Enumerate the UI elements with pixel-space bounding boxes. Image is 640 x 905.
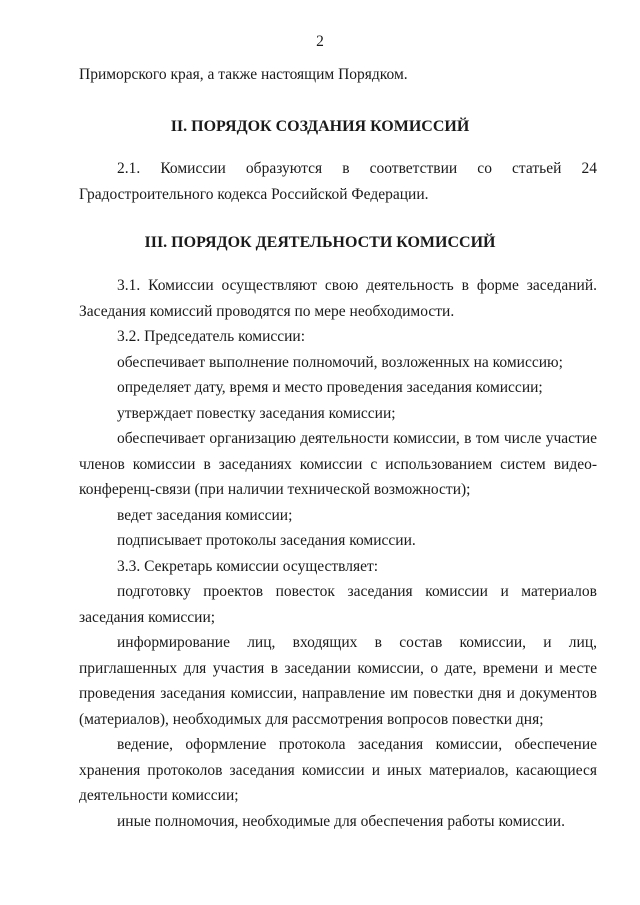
- text-line: ведет заседания комиссии;: [117, 506, 293, 524]
- text-line: 2.1. Комиссии образуются в соответствии со статьей 24: [117, 160, 597, 177]
- paragraph-2-1: [79, 156, 597, 207]
- text-line: информирование лиц, входящих в состав комиссии, и лиц,: [117, 634, 597, 651]
- text-line: проведения заседания комиссии, направление им повестки дня и документов: [79, 685, 597, 702]
- text-line: приглашенных для участия в заседании комиссии, о дате, времени и месте: [79, 659, 597, 677]
- text-line: 3.2. Председатель комиссии:: [117, 328, 306, 345]
- text-line: (материалов), необходимых для рассмотрения вопросов повестки дня;: [79, 710, 544, 728]
- text-line: утверждает повестку заседания комиссии;: [117, 404, 396, 422]
- section-heading-2: II. ПОРЯДОК СОЗДАНИЯ КОМИССИЙ: [170, 118, 470, 135]
- intro-paragraph: [79, 62, 597, 88]
- section-3-body: [79, 273, 597, 834]
- text-line: членов комиссии в заседаниях комиссии с использованием систем видео-: [79, 455, 597, 473]
- text-line: Приморского края, а также настоящим Порядком.: [79, 66, 408, 83]
- text-line: 3.3. Секретарь комиссии осуществляет:: [117, 557, 379, 575]
- text-line: Градостроительного кодекса Российской Федерации.: [79, 185, 429, 203]
- text-line: конференц-связи (при наличии технической возможности);: [79, 481, 471, 498]
- text-line: хранения протоколов заседания комиссии и иных материалов, касающиеся: [79, 761, 597, 779]
- section-heading-3: III. ПОРЯДОК ДЕЯТЕЛЬНОСТИ КОМИССИЙ: [144, 234, 496, 251]
- page-number: 2: [316, 33, 324, 50]
- text-line: Заседания комиссий проводятся по мере необходимости.: [79, 302, 455, 320]
- text-line: деятельности комиссии;: [79, 787, 239, 804]
- text-line: 3.1. Комиссии осуществляют свою деятельность в форме заседаний.: [117, 277, 597, 294]
- text-line: обеспечивает выполнение полномочий, возложенных на комиссию;: [117, 353, 563, 371]
- text-line: подписывает протоколы заседания комиссии.: [117, 532, 416, 549]
- text-line: иные полномочия, необходимые для обеспечения работы комиссии.: [117, 812, 565, 830]
- text-line: определяет дату, время и место проведения заседания комиссии;: [117, 379, 543, 396]
- text-line: обеспечивает организацию деятельности комиссии, в том числе участие: [117, 430, 597, 447]
- text-line: заседания комиссии;: [79, 608, 216, 626]
- text-line: подготовку проектов повесток заседания комиссии и материалов: [117, 583, 597, 600]
- text-line: ведение, оформление протокола заседания комиссии, обеспечение: [117, 736, 597, 753]
